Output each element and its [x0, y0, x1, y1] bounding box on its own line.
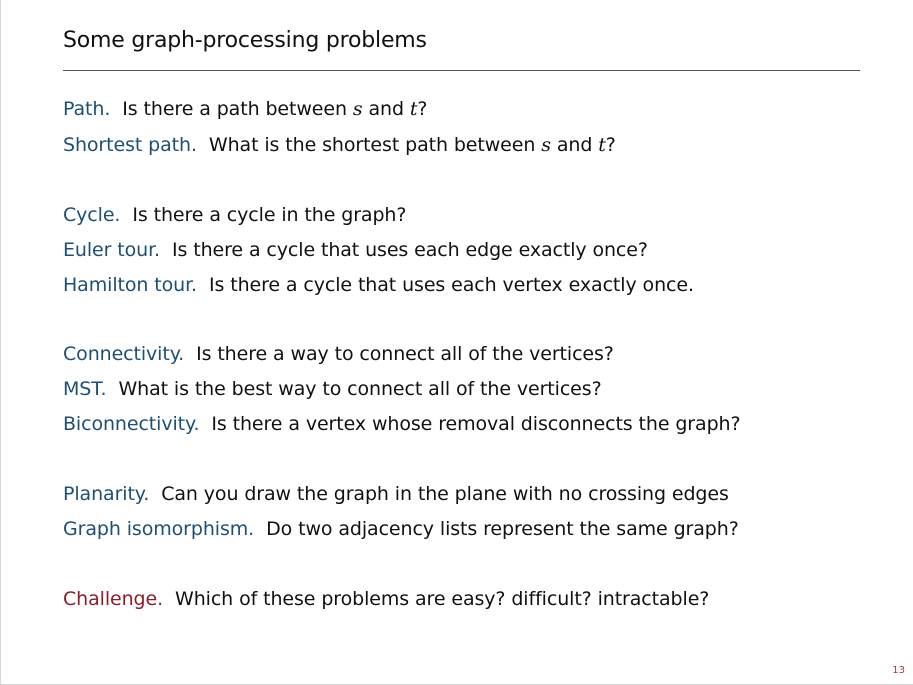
problem-planarity — [63, 483, 729, 505]
problem-term: Shortest path. — [63, 134, 197, 156]
problem-question-part: and — [550, 134, 599, 156]
problem-shortest-path — [63, 134, 616, 156]
problem-term: Connectivity. — [63, 343, 185, 365]
problem-question-part: ? — [605, 134, 616, 156]
challenge-term: Challenge. — [63, 588, 164, 610]
problem-question: Is there a cycle in the graph? — [132, 204, 407, 226]
problem-question-part: What is the shortest path between — [208, 134, 542, 156]
problem-biconnectivity — [63, 413, 740, 435]
variable-s: s — [352, 98, 363, 120]
problem-question: Is there a cycle that uses each vertex exactly once. — [208, 274, 694, 296]
problem-term: Hamilton tour. — [63, 274, 197, 296]
problem-term: Euler tour. — [63, 239, 160, 261]
problem-path — [63, 98, 427, 120]
problem-question-part: ? — [417, 98, 428, 120]
variable-s: s — [541, 134, 551, 156]
problem-connectivity — [63, 343, 614, 365]
slide-title: Some graph-processing problems — [63, 28, 427, 53]
problem-question: Is there a cycle that uses each edge exactly once? — [172, 239, 648, 261]
challenge — [63, 588, 709, 610]
problem-question: What is the best way to connect all of the vertices? — [118, 378, 602, 400]
problem-hamilton-tour — [63, 274, 694, 296]
variable-t: t — [409, 98, 418, 120]
page-number: 13 — [892, 665, 905, 676]
problem-question: Is there a way to connect all of the vertices? — [196, 343, 614, 365]
problem-cycle — [63, 204, 406, 226]
variable-t: t — [598, 134, 606, 156]
problem-euler-tour — [63, 239, 648, 261]
problem-question-part: Is there a path between — [122, 98, 353, 120]
problem-term: Graph isomorphism. — [63, 518, 255, 540]
problem-graph-isomorphism — [63, 518, 739, 540]
challenge-question: Which of these problems are easy? difficult? intractable? — [175, 588, 710, 610]
title-divider — [63, 70, 860, 71]
problem-question-part: and — [362, 98, 410, 120]
problem-term: Cycle. — [63, 204, 121, 226]
problem-term: Path. — [63, 98, 111, 120]
problem-term: Biconnectivity. — [63, 413, 200, 435]
problem-mst — [63, 378, 602, 400]
problem-term: Planarity. — [63, 483, 150, 505]
problem-term: MST. — [63, 378, 107, 400]
problem-question: Is there a vertex whose removal disconnects the graph? — [211, 413, 741, 435]
problem-question: Can you draw the graph in the plane with no crossing edges — [161, 483, 729, 505]
problem-question: Do two adjacency lists represent the same graph? — [266, 518, 739, 540]
